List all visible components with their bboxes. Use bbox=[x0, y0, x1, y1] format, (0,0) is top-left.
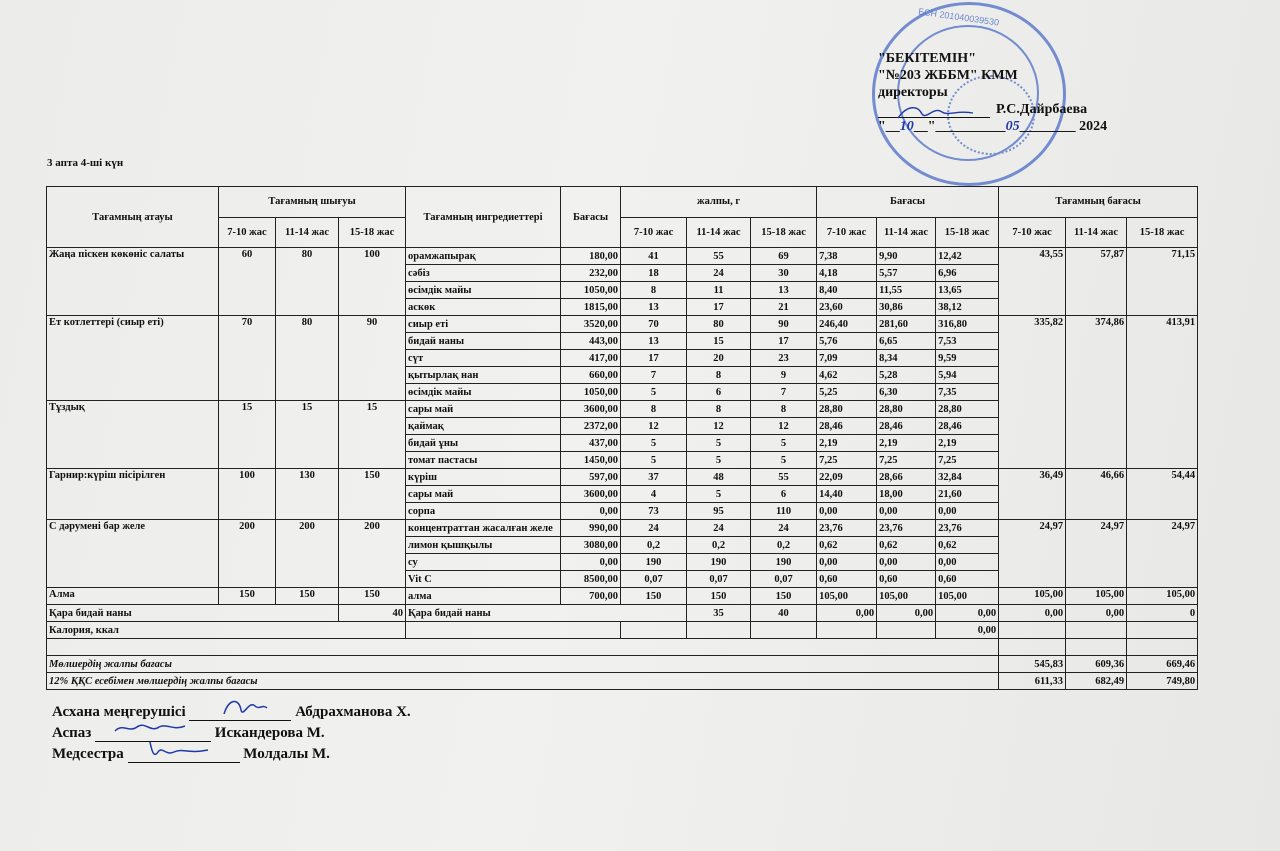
table-cell: 32,84 bbox=[936, 469, 999, 486]
table-cell: 13,65 bbox=[936, 282, 999, 299]
age-header: 15-18 жас bbox=[751, 217, 817, 248]
table-cell: 0,60 bbox=[936, 571, 999, 588]
table-cell: 100 bbox=[339, 248, 406, 316]
table-cell: 150 bbox=[339, 588, 406, 605]
age-header: 11-14 жас bbox=[877, 217, 936, 248]
table-cell: 70 bbox=[219, 316, 276, 401]
table-cell: 6 bbox=[751, 486, 817, 503]
table-cell: 8 bbox=[687, 367, 751, 384]
age-header: 15-18 жас bbox=[339, 217, 406, 248]
col-total-g: жалпы, г bbox=[621, 187, 817, 218]
table-cell: Ет котлеттері (сиыр еті) bbox=[47, 316, 219, 401]
head-signature-line: Асхана меңгерушісі Абдрахманова Х. bbox=[52, 704, 411, 721]
table-cell: 0,00 bbox=[936, 503, 999, 520]
table-cell: 7,53 bbox=[936, 333, 999, 350]
table-cell: 7,25 bbox=[936, 452, 999, 469]
table-cell: 15 bbox=[687, 333, 751, 350]
table-cell: С дәрумені бар желе bbox=[47, 520, 219, 588]
table-cell: 12 bbox=[751, 418, 817, 435]
approval-signer-line bbox=[878, 101, 1107, 118]
table-cell: 95 bbox=[687, 503, 751, 520]
col-ingredients: Тағамның ингредиеттері bbox=[406, 187, 561, 248]
table-cell: 43,55 bbox=[999, 248, 1066, 316]
table-cell: 70 bbox=[621, 316, 687, 333]
table-cell: 28,46 bbox=[936, 418, 999, 435]
approval-title: "БЕКІТЕМІН" bbox=[878, 51, 976, 66]
table-cell: 150 bbox=[687, 588, 751, 605]
age-header: 7-10 жас bbox=[817, 217, 877, 248]
table-cell: 23,76 bbox=[936, 520, 999, 537]
date-day: 10 bbox=[899, 119, 914, 134]
table-cell: 0,2 bbox=[687, 537, 751, 554]
table-cell: 23,76 bbox=[817, 520, 877, 537]
table-cell: 0,2 bbox=[621, 537, 687, 554]
table-cell: 15 bbox=[276, 401, 339, 469]
age-header: 15-18 жас bbox=[936, 217, 999, 248]
table-cell: 2372,00 bbox=[561, 418, 621, 435]
table-cell: аскөк bbox=[406, 299, 561, 316]
table-cell: 23,60 bbox=[817, 299, 877, 316]
table-cell: 22,09 bbox=[817, 469, 877, 486]
table-cell: Тұздық bbox=[47, 401, 219, 469]
table-cell: 9 bbox=[751, 367, 817, 384]
table-cell: 28,46 bbox=[877, 418, 936, 435]
table-cell: 413,91 bbox=[1127, 316, 1198, 469]
table-cell: концентраттан жасалған желе bbox=[406, 520, 561, 537]
table-cell: сорпа bbox=[406, 503, 561, 520]
table-cell: 110 bbox=[751, 503, 817, 520]
table-cell: 7,35 bbox=[936, 384, 999, 401]
table-cell: 660,00 bbox=[561, 367, 621, 384]
table-cell: 150 bbox=[621, 588, 687, 605]
table-cell: 46,66 bbox=[1066, 469, 1127, 520]
table-cell: 0,07 bbox=[751, 571, 817, 588]
table-cell: 8500,00 bbox=[561, 571, 621, 588]
table-cell: 5,25 bbox=[817, 384, 877, 401]
table-cell: 6,65 bbox=[877, 333, 936, 350]
table-cell: 11,55 bbox=[877, 282, 936, 299]
table-cell: томат пастасы bbox=[406, 452, 561, 469]
table-cell: 6,30 bbox=[877, 384, 936, 401]
table-cell: 0,62 bbox=[936, 537, 999, 554]
table-cell: 23,76 bbox=[877, 520, 936, 537]
approval-role: директоры bbox=[878, 85, 948, 100]
table-cell: 3080,00 bbox=[561, 537, 621, 554]
table-cell: 60 bbox=[219, 248, 276, 316]
age-header: 11-14 жас bbox=[687, 217, 751, 248]
table-cell: 7 bbox=[751, 384, 817, 401]
table-cell: 0,00 bbox=[877, 554, 936, 571]
day-label: 3 апта 4-ші күн bbox=[47, 157, 124, 169]
age-header: 11-14 жас bbox=[276, 217, 339, 248]
table-cell: 55 bbox=[751, 469, 817, 486]
table-cell: 17 bbox=[621, 350, 687, 367]
table-cell: Жаңа піскен көкөніс салаты bbox=[47, 248, 219, 316]
table-cell: су bbox=[406, 554, 561, 571]
table-cell: 2,19 bbox=[877, 435, 936, 452]
table-cell: 24 bbox=[687, 520, 751, 537]
table-cell: алма bbox=[406, 588, 561, 605]
table-cell: 71,15 bbox=[1127, 248, 1198, 316]
table-cell: 5,28 bbox=[877, 367, 936, 384]
table-cell: 5 bbox=[621, 452, 687, 469]
rye-row: Қара бидай наны 40 Қара бидай наны 35 40 0,00 0,00 0,00 0,00 0,00 0 bbox=[47, 605, 1198, 622]
table-cell: 5 bbox=[751, 452, 817, 469]
table-row bbox=[47, 520, 1198, 537]
blank-row bbox=[47, 639, 1198, 656]
table-cell: 150 bbox=[751, 588, 817, 605]
table-cell: күріш bbox=[406, 469, 561, 486]
director-signature bbox=[878, 104, 990, 118]
age-header: 7-10 жас bbox=[999, 217, 1066, 248]
table-cell: Vit C bbox=[406, 571, 561, 588]
table-cell: 54,44 bbox=[1127, 469, 1198, 520]
table-cell: 24 bbox=[687, 265, 751, 282]
menu-body bbox=[47, 248, 1198, 605]
table-cell: 17 bbox=[687, 299, 751, 316]
age-header: 15-18 жас bbox=[1127, 217, 1198, 248]
table-cell: 28,80 bbox=[817, 401, 877, 418]
age-header: 7-10 жас bbox=[621, 217, 687, 248]
table-cell: 190 bbox=[621, 554, 687, 571]
table-cell: 5 bbox=[751, 435, 817, 452]
table-cell: 8 bbox=[621, 282, 687, 299]
table-cell: 0,07 bbox=[621, 571, 687, 588]
table-cell: 12,42 bbox=[936, 248, 999, 265]
table-cell: 73 bbox=[621, 503, 687, 520]
table-cell: 24,97 bbox=[1066, 520, 1127, 588]
table-cell: 0,62 bbox=[877, 537, 936, 554]
table-cell: 38,12 bbox=[936, 299, 999, 316]
total-vat-row: 12% ҚҚС есебімен мөлшердің жалпы бағасы 611,33 682,49 749,80 bbox=[47, 673, 1198, 690]
table-cell: 8 bbox=[687, 401, 751, 418]
table-cell: 4,18 bbox=[817, 265, 877, 282]
table-cell: 36,49 bbox=[999, 469, 1066, 520]
table-cell: 0,07 bbox=[687, 571, 751, 588]
table-cell: 0,00 bbox=[561, 503, 621, 520]
table-cell: 200 bbox=[339, 520, 406, 588]
table-cell: 30,86 bbox=[877, 299, 936, 316]
table-cell: 5 bbox=[687, 435, 751, 452]
table-cell: 0,00 bbox=[817, 503, 877, 520]
table-cell: 0,60 bbox=[817, 571, 877, 588]
approval-school: "№203 ЖББМ" КММ bbox=[878, 68, 1018, 83]
table-cell: 9,90 bbox=[877, 248, 936, 265]
table-cell: 4,62 bbox=[817, 367, 877, 384]
table-cell: 597,00 bbox=[561, 469, 621, 486]
table-cell: 8,40 bbox=[817, 282, 877, 299]
table-cell: 374,86 bbox=[1066, 316, 1127, 469]
table-cell: 90 bbox=[339, 316, 406, 401]
table-cell: 41 bbox=[621, 248, 687, 265]
table-cell: 7,25 bbox=[817, 452, 877, 469]
table-cell: 150 bbox=[339, 469, 406, 520]
table-cell: 0,00 bbox=[561, 554, 621, 571]
table-cell: 281,60 bbox=[877, 316, 936, 333]
table-cell: қаймақ bbox=[406, 418, 561, 435]
table-cell: 13 bbox=[751, 282, 817, 299]
table-cell: қытырлақ нан bbox=[406, 367, 561, 384]
table-cell: 8 bbox=[751, 401, 817, 418]
table-cell: 5,76 bbox=[817, 333, 877, 350]
table-cell: 1450,00 bbox=[561, 452, 621, 469]
table-cell: 105,00 bbox=[1066, 588, 1127, 605]
table-row bbox=[47, 316, 1198, 333]
table-cell: 105,00 bbox=[877, 588, 936, 605]
table-cell: 80 bbox=[276, 248, 339, 316]
table-cell: 5 bbox=[687, 452, 751, 469]
table-cell: сәбіз bbox=[406, 265, 561, 282]
cook-signature-line: Аспаз Искандерова М. bbox=[52, 725, 325, 741]
table-cell: 24,97 bbox=[999, 520, 1066, 588]
table-cell: 3600,00 bbox=[561, 486, 621, 503]
calorie-row: Калория, ккал 0,00 bbox=[47, 622, 1198, 639]
table-cell: 130 bbox=[276, 469, 339, 520]
table-cell: 13 bbox=[621, 333, 687, 350]
table-cell: 417,00 bbox=[561, 350, 621, 367]
table-cell: 21 bbox=[751, 299, 817, 316]
table-cell: 28,80 bbox=[936, 401, 999, 418]
table-cell: 8 bbox=[621, 401, 687, 418]
age-header: 7-10 жас bbox=[219, 217, 276, 248]
table-cell: 5 bbox=[621, 435, 687, 452]
table-cell: 21,60 bbox=[936, 486, 999, 503]
date-month: 05 bbox=[1005, 119, 1020, 134]
table-cell: 190 bbox=[687, 554, 751, 571]
table-cell: 246,40 bbox=[817, 316, 877, 333]
table-cell: 7 bbox=[621, 367, 687, 384]
table-cell: 1050,00 bbox=[561, 282, 621, 299]
table-cell: 7,38 bbox=[817, 248, 877, 265]
table-cell: 0,00 bbox=[877, 503, 936, 520]
table-cell: 7,09 bbox=[817, 350, 877, 367]
table-cell: 2,19 bbox=[936, 435, 999, 452]
table-cell: 437,00 bbox=[561, 435, 621, 452]
table-cell: 0,62 bbox=[817, 537, 877, 554]
table-cell: 8,34 bbox=[877, 350, 936, 367]
table-cell: 335,82 bbox=[999, 316, 1066, 469]
table-cell: 28,66 bbox=[877, 469, 936, 486]
col-cost: Бағасы bbox=[817, 187, 999, 218]
table-cell: 105,00 bbox=[817, 588, 877, 605]
table-cell: 14,40 bbox=[817, 486, 877, 503]
table-cell: өсімдік майы bbox=[406, 384, 561, 401]
total-row: Мөлшердің жалпы бағасы 545,83 609,36 669,46 bbox=[47, 656, 1198, 673]
table-cell: 30 bbox=[751, 265, 817, 282]
age-header: 11-14 жас bbox=[1066, 217, 1127, 248]
table-cell: 5,57 bbox=[877, 265, 936, 282]
table-cell: 55 bbox=[687, 248, 751, 265]
col-dish-price: Тағамның бағасы bbox=[999, 187, 1198, 218]
table-cell: 5 bbox=[621, 384, 687, 401]
table-cell: 24 bbox=[621, 520, 687, 537]
table-cell: сары май bbox=[406, 401, 561, 418]
table-cell: 69 bbox=[751, 248, 817, 265]
col-yield: Тағамның шығуы bbox=[219, 187, 406, 218]
table-cell: 9,59 bbox=[936, 350, 999, 367]
approval-block bbox=[878, 50, 1107, 135]
table-cell: 15 bbox=[339, 401, 406, 469]
table-cell: 105,00 bbox=[936, 588, 999, 605]
table-cell: 6 bbox=[687, 384, 751, 401]
table-cell: сиыр еті bbox=[406, 316, 561, 333]
table-cell: 4 bbox=[621, 486, 687, 503]
table-row bbox=[47, 588, 1198, 605]
nurse-signature bbox=[128, 748, 240, 763]
table-row bbox=[47, 469, 1198, 486]
table-cell: 24 bbox=[751, 520, 817, 537]
stamp-text: БСН 201040039530 bbox=[917, 6, 1000, 28]
table-cell: 2,19 bbox=[817, 435, 877, 452]
table-cell: 15 bbox=[219, 401, 276, 469]
table-cell: 316,80 bbox=[936, 316, 999, 333]
table-cell: 23 bbox=[751, 350, 817, 367]
approval-signer: Р.С.Дайрбаева bbox=[996, 102, 1088, 117]
table-cell: 7,25 bbox=[877, 452, 936, 469]
col-dish-name: Тағамның атауы bbox=[47, 187, 219, 248]
table-cell: 12 bbox=[687, 418, 751, 435]
table-cell: 5 bbox=[687, 486, 751, 503]
table-cell: сүт bbox=[406, 350, 561, 367]
table-cell: 90 bbox=[751, 316, 817, 333]
nurse-signature-line: Медсестра Молдалы М. bbox=[52, 746, 330, 763]
table-cell: 17 bbox=[751, 333, 817, 350]
table-cell: 443,00 bbox=[561, 333, 621, 350]
table-cell: Алма bbox=[47, 588, 219, 605]
menu-table bbox=[46, 186, 1198, 690]
table-cell: 18,00 bbox=[877, 486, 936, 503]
table-cell: сары май bbox=[406, 486, 561, 503]
table-cell: 3520,00 bbox=[561, 316, 621, 333]
table-cell: 105,00 bbox=[999, 588, 1066, 605]
table-cell: 200 bbox=[219, 520, 276, 588]
table-cell: 232,00 bbox=[561, 265, 621, 282]
table-cell: 5,94 bbox=[936, 367, 999, 384]
table-cell: 37 bbox=[621, 469, 687, 486]
table-cell: 180,00 bbox=[561, 248, 621, 265]
table-cell: 12 bbox=[621, 418, 687, 435]
table-cell: 990,00 bbox=[561, 520, 621, 537]
table-cell: 190 bbox=[751, 554, 817, 571]
col-price: Бағасы bbox=[561, 187, 621, 248]
table-cell: 150 bbox=[219, 588, 276, 605]
table-cell: 11 bbox=[687, 282, 751, 299]
table-cell: 48 bbox=[687, 469, 751, 486]
table-cell: өсімдік майы bbox=[406, 282, 561, 299]
table-cell: 0,00 bbox=[936, 554, 999, 571]
approval-date: "__10__"__________05________ 2024 bbox=[878, 119, 1108, 134]
table-cell: 0,60 bbox=[877, 571, 936, 588]
table-cell: 3600,00 bbox=[561, 401, 621, 418]
date-year: 2024 bbox=[1079, 119, 1108, 134]
table-cell: 100 bbox=[219, 469, 276, 520]
table-cell: 6,96 bbox=[936, 265, 999, 282]
table-cell: 0,2 bbox=[751, 537, 817, 554]
table-cell: 20 bbox=[687, 350, 751, 367]
table-cell: 57,87 bbox=[1066, 248, 1127, 316]
table-cell: 18 bbox=[621, 265, 687, 282]
table-cell: 28,80 bbox=[877, 401, 936, 418]
table-row bbox=[47, 248, 1198, 265]
table-cell: лимон қышқылы bbox=[406, 537, 561, 554]
table-cell: 200 bbox=[276, 520, 339, 588]
table-cell: 1050,00 bbox=[561, 384, 621, 401]
table-cell: Гарнир:күріш пісірілген bbox=[47, 469, 219, 520]
table-cell: 700,00 bbox=[561, 588, 621, 605]
table-cell: 105,00 bbox=[1127, 588, 1198, 605]
table-cell: 0,00 bbox=[817, 554, 877, 571]
table-cell: 28,46 bbox=[817, 418, 877, 435]
table-cell: бидай наны bbox=[406, 333, 561, 350]
table-cell: 80 bbox=[276, 316, 339, 401]
table-cell: 13 bbox=[621, 299, 687, 316]
table-cell: 150 bbox=[276, 588, 339, 605]
table-cell: 80 bbox=[687, 316, 751, 333]
table-cell: 1815,00 bbox=[561, 299, 621, 316]
table-cell: бидай ұны bbox=[406, 435, 561, 452]
table-cell: орамжапырақ bbox=[406, 248, 561, 265]
table-cell: 24,97 bbox=[1127, 520, 1198, 588]
